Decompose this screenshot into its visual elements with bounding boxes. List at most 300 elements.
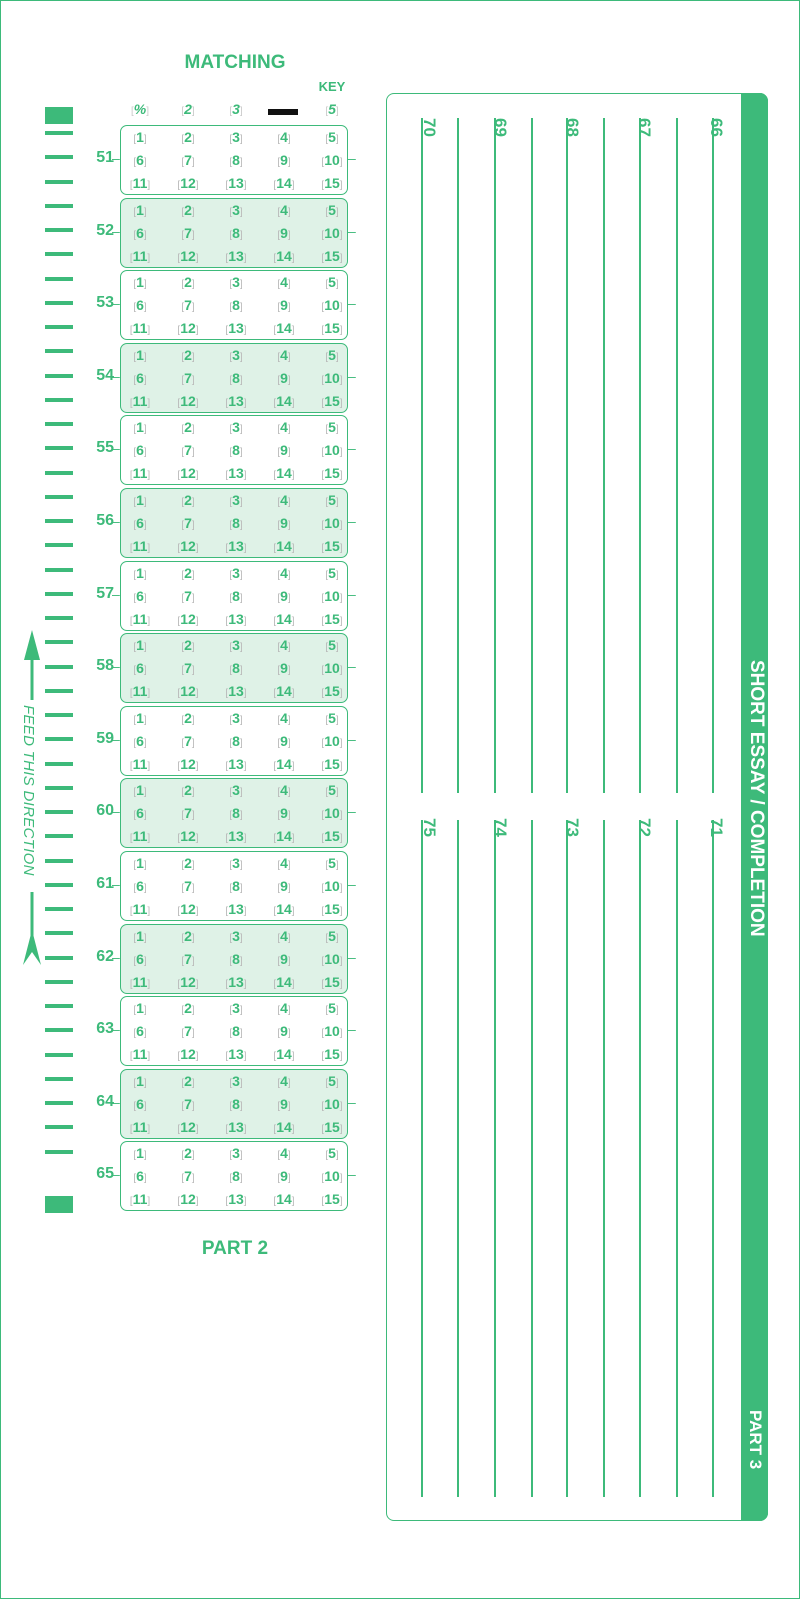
timing-mark <box>45 204 73 208</box>
answer-bubble[interactable]: [5] <box>325 928 339 944</box>
answer-bubble[interactable]: [14] <box>273 611 295 627</box>
answer-bubble[interactable]: [7] <box>181 515 195 531</box>
answer-bubble[interactable]: [2] <box>181 565 195 581</box>
answer-bubble[interactable]: [5] <box>325 419 339 435</box>
answer-bubble[interactable]: [11] <box>129 175 151 191</box>
answer-bubble[interactable]: [12] <box>177 1046 199 1062</box>
answer-bubble[interactable]: [14] <box>273 901 295 917</box>
answer-bubble[interactable]: [3] <box>229 1145 243 1161</box>
answer-bubble[interactable]: [8] <box>229 878 243 894</box>
answer-bubble[interactable]: [14] <box>273 248 295 264</box>
answer-bubble[interactable]: [6] <box>133 1168 147 1184</box>
answer-bubble[interactable]: [3] <box>229 419 243 435</box>
brace-left-icon: ‒ <box>112 803 120 819</box>
answer-bubble[interactable]: [13] <box>225 901 247 917</box>
answer-bubble[interactable]: [7] <box>181 370 195 386</box>
answer-bubble[interactable]: [8] <box>229 1023 243 1039</box>
answer-bubble[interactable]: [15] <box>321 828 343 844</box>
writing-line <box>712 118 714 793</box>
timing-mark <box>45 398 73 402</box>
answer-bubble[interactable]: [5] <box>325 1000 339 1016</box>
question-number: 60 <box>96 802 114 819</box>
answer-bubble[interactable]: [3] <box>229 782 243 798</box>
answer-bubble[interactable]: [13] <box>225 320 247 336</box>
timing-mark <box>45 519 73 523</box>
answer-bubble[interactable]: [14] <box>273 1119 295 1135</box>
answer-bubble[interactable]: [3] <box>229 565 243 581</box>
answer-bubble[interactable]: [14] <box>273 465 295 481</box>
answer-bubble[interactable]: [15] <box>321 465 343 481</box>
answer-bubble[interactable]: [12] <box>177 901 199 917</box>
answer-bubble[interactable]: [12] <box>177 465 199 481</box>
answer-bubble[interactable]: [12] <box>177 1119 199 1135</box>
writing-line <box>494 820 496 1497</box>
answer-bubble[interactable]: [13] <box>225 828 247 844</box>
answer-bubble[interactable]: [7] <box>181 951 195 967</box>
answer-bubble[interactable]: [10] <box>321 1023 343 1039</box>
answer-bubble[interactable]: [6] <box>133 878 147 894</box>
answer-bubble[interactable]: [12] <box>177 175 199 191</box>
answer-bubble[interactable]: [4] <box>277 347 291 363</box>
answer-bubble[interactable]: [15] <box>321 1191 343 1207</box>
answer-bubble[interactable]: [11] <box>129 683 151 699</box>
answer-bubble[interactable]: [5] <box>325 492 339 508</box>
answer-bubble[interactable]: [8] <box>229 660 243 676</box>
answer-bubble[interactable]: [2] <box>181 1073 195 1089</box>
answer-bubble[interactable]: [1] <box>133 274 147 290</box>
answer-bubble[interactable]: [11] <box>129 465 151 481</box>
writing-line <box>639 118 641 793</box>
answer-bubble[interactable]: [14] <box>273 828 295 844</box>
answer-bubble[interactable]: [4] <box>277 782 291 798</box>
answer-bubble[interactable]: [13] <box>225 175 247 191</box>
answer-bubble[interactable]: [12] <box>177 538 199 554</box>
answer-bubble[interactable]: [11] <box>129 756 151 772</box>
answer-bubble[interactable]: [4] <box>277 928 291 944</box>
answer-bubble[interactable]: [4] <box>277 492 291 508</box>
answer-bubble[interactable]: [9] <box>277 1023 291 1039</box>
writing-line <box>676 118 678 793</box>
writing-line <box>639 820 641 1497</box>
timing-mark <box>45 810 73 814</box>
answer-bubble[interactable]: [6] <box>133 225 147 241</box>
brace-left-icon: ‒ <box>112 1021 120 1037</box>
answer-bubble[interactable]: [5] <box>325 565 339 581</box>
answer-bubble[interactable]: [5] <box>325 274 339 290</box>
answer-bubble[interactable]: [15] <box>321 901 343 917</box>
timing-mark <box>45 1101 73 1105</box>
brace-right-icon: ‒ <box>348 731 356 747</box>
essay-item-number: 66 <box>707 118 726 137</box>
answer-bubble[interactable]: [2] <box>181 129 195 145</box>
question-number: 58 <box>96 657 114 674</box>
brace-right-icon: ‒ <box>348 876 356 892</box>
timing-mark <box>45 1077 73 1081</box>
answer-bubble[interactable]: [5] <box>325 855 339 871</box>
answer-bubble[interactable]: [4] <box>277 710 291 726</box>
answer-bubble[interactable]: [2] <box>181 1000 195 1016</box>
answer-bubble[interactable]: [3] <box>229 1073 243 1089</box>
answer-bubble[interactable]: [11] <box>129 828 151 844</box>
answer-bubble[interactable]: [15] <box>321 1046 343 1062</box>
answer-bubble[interactable]: [5] <box>325 1073 339 1089</box>
answer-bubble[interactable]: [4] <box>277 637 291 653</box>
answer-bubble[interactable]: [15] <box>321 538 343 554</box>
brace-right-icon: ‒ <box>348 368 356 384</box>
answer-bubble[interactable]: [14] <box>273 175 295 191</box>
part2-label: PART 2 <box>201 1238 269 1259</box>
question-number: 54 <box>96 367 114 384</box>
brace-left-icon: ‒ <box>112 658 120 674</box>
answer-bubble[interactable]: [7] <box>181 588 195 604</box>
brace-right-icon: ‒ <box>348 440 356 456</box>
answer-bubble[interactable]: [7] <box>181 660 195 676</box>
question-number: 64 <box>96 1093 114 1110</box>
answer-bubble[interactable]: [8] <box>229 1168 243 1184</box>
answer-bubble[interactable]: [15] <box>321 248 343 264</box>
answer-bubble[interactable]: [2] <box>181 419 195 435</box>
answer-bubble[interactable]: [3] <box>229 202 243 218</box>
answer-bubble[interactable]: [9] <box>277 225 291 241</box>
answer-bubble[interactable]: [3] <box>229 1000 243 1016</box>
essay-item-number: 75 <box>420 818 439 837</box>
answer-bubble[interactable]: [2] <box>181 347 195 363</box>
answer-bubble[interactable]: [2] <box>181 1145 195 1161</box>
timing-mark <box>45 495 73 499</box>
answer-bubble[interactable]: [1] <box>133 1145 147 1161</box>
answer-bubble[interactable]: [6] <box>133 297 147 313</box>
essay-item-number: 68 <box>563 118 582 137</box>
answer-bubble[interactable]: [2] <box>181 782 195 798</box>
answer-bubble[interactable]: [14] <box>273 393 295 409</box>
answer-bubble[interactable]: [7] <box>181 297 195 313</box>
answer-bubble[interactable]: [11] <box>129 393 151 409</box>
answer-bubble[interactable]: [2] <box>181 928 195 944</box>
answer-bubble[interactable]: [13] <box>225 248 247 264</box>
answer-bubble[interactable]: [12] <box>177 756 199 772</box>
question-number: 53 <box>96 294 114 311</box>
answer-bubble[interactable]: [5] <box>325 710 339 726</box>
answer-bubble[interactable]: [1] <box>133 347 147 363</box>
answer-bubble[interactable]: [10] <box>321 1168 343 1184</box>
answer-bubble[interactable]: [13] <box>225 1046 247 1062</box>
answer-bubble[interactable]: [4] <box>277 565 291 581</box>
answer-bubble[interactable]: [14] <box>273 756 295 772</box>
answer-bubble[interactable]: [12] <box>177 320 199 336</box>
answer-bubble[interactable]: [9] <box>277 152 291 168</box>
answer-bubble[interactable]: [7] <box>181 225 195 241</box>
answer-bubble[interactable]: [10] <box>321 225 343 241</box>
answer-bubble[interactable]: [7] <box>181 1096 195 1112</box>
writing-line <box>421 820 423 1497</box>
answer-bubble[interactable]: [7] <box>181 805 195 821</box>
answer-bubble[interactable]: [9] <box>277 805 291 821</box>
answer-bubble[interactable]: [10] <box>321 370 343 386</box>
answer-bubble[interactable]: [12] <box>177 393 199 409</box>
answer-bubble[interactable]: [4] <box>277 855 291 871</box>
brace-left-icon: ‒ <box>112 949 120 965</box>
answer-bubble[interactable]: [14] <box>273 320 295 336</box>
question-number: 61 <box>96 875 114 892</box>
brace-left-icon: ‒ <box>112 1094 120 1110</box>
answer-bubble[interactable]: [2] <box>181 202 195 218</box>
answer-bubble[interactable]: [1] <box>133 855 147 871</box>
answer-bubble[interactable]: [9] <box>277 733 291 749</box>
answer-bubble[interactable]: [11] <box>129 1119 151 1135</box>
answer-bubble[interactable]: [11] <box>129 901 151 917</box>
answer-bubble[interactable]: [11] <box>129 320 151 336</box>
answer-bubble[interactable]: [1] <box>133 637 147 653</box>
timing-mark <box>45 422 73 426</box>
answer-bubble[interactable]: [10] <box>321 878 343 894</box>
brace-right-icon: ‒ <box>348 586 356 602</box>
timing-mark <box>45 325 73 329</box>
answer-bubble[interactable]: [12] <box>177 1191 199 1207</box>
answer-bubble[interactable]: [4] <box>277 419 291 435</box>
answer-bubble[interactable]: [11] <box>129 1191 151 1207</box>
timing-mark <box>45 956 73 960</box>
timing-mark <box>45 592 73 596</box>
writing-line <box>603 118 605 793</box>
answer-bubble[interactable]: [6] <box>133 1096 147 1112</box>
writing-line <box>603 820 605 1497</box>
answer-bubble[interactable]: [9] <box>277 1096 291 1112</box>
essay-item-number: 74 <box>491 818 510 837</box>
timing-mark <box>45 762 73 766</box>
answer-bubble[interactable]: [7] <box>181 152 195 168</box>
answer-bubble[interactable]: [8] <box>229 1096 243 1112</box>
timing-mark <box>45 1053 73 1057</box>
answer-bubble[interactable]: [2] <box>181 710 195 726</box>
brace-right-icon: ‒ <box>348 223 356 239</box>
writing-line <box>457 118 459 793</box>
brace-right-icon: ‒ <box>348 658 356 674</box>
answer-bubble[interactable]: [4] <box>277 1073 291 1089</box>
answer-bubble[interactable]: [13] <box>225 465 247 481</box>
answer-bubble[interactable]: [12] <box>177 611 199 627</box>
answer-bubble[interactable]: [3] <box>229 710 243 726</box>
answer-bubble[interactable]: [11] <box>129 248 151 264</box>
answer-bubble[interactable]: [13] <box>225 974 247 990</box>
answer-bubble[interactable]: [1] <box>133 1000 147 1016</box>
answer-bubble[interactable]: [15] <box>321 175 343 191</box>
answer-bubble[interactable]: [10] <box>321 515 343 531</box>
brace-left-icon: ‒ <box>112 1166 120 1182</box>
question-number: 59 <box>96 730 114 747</box>
answer-bubble[interactable]: [8] <box>229 152 243 168</box>
answer-bubble[interactable]: [8] <box>229 805 243 821</box>
brace-left-icon: ‒ <box>112 440 120 456</box>
answer-bubble[interactable]: [6] <box>133 588 147 604</box>
answer-bubble[interactable]: [14] <box>273 538 295 554</box>
essay-item-number: 71 <box>707 818 726 837</box>
essay-item-number: 73 <box>563 818 582 837</box>
answer-bubble[interactable]: [1] <box>133 782 147 798</box>
timing-mark <box>45 859 73 863</box>
answer-bubble[interactable]: [8] <box>229 951 243 967</box>
answer-bubble[interactable]: [7] <box>181 1023 195 1039</box>
answer-bubble[interactable]: [11] <box>129 1046 151 1062</box>
answer-bubble[interactable]: [10] <box>321 588 343 604</box>
answer-bubble[interactable]: [4] <box>277 1145 291 1161</box>
answer-bubble[interactable]: [6] <box>133 951 147 967</box>
question-number: 55 <box>96 439 114 456</box>
answer-bubble[interactable]: [5] <box>325 637 339 653</box>
timing-mark <box>45 155 73 159</box>
answer-bubble[interactable]: [5] <box>325 782 339 798</box>
timing-mark <box>45 616 73 620</box>
answer-bubble[interactable]: [3] <box>229 637 243 653</box>
answer-bubble[interactable]: [7] <box>181 1168 195 1184</box>
answer-bubble[interactable]: [6] <box>133 370 147 386</box>
answer-bubble[interactable]: [8] <box>229 225 243 241</box>
answer-bubble[interactable]: [1] <box>133 419 147 435</box>
answer-bubble[interactable]: [10] <box>321 805 343 821</box>
answer-bubble[interactable]: [14] <box>273 683 295 699</box>
answer-bubble[interactable]: [1] <box>133 492 147 508</box>
answer-bubble[interactable]: [15] <box>321 974 343 990</box>
answer-bubble[interactable]: [14] <box>273 974 295 990</box>
timing-mark <box>45 737 73 741</box>
answer-bubble[interactable]: [13] <box>225 393 247 409</box>
answer-bubble[interactable]: [8] <box>229 297 243 313</box>
brace-right-icon: ‒ <box>348 1166 356 1182</box>
answer-bubble[interactable]: [13] <box>225 1191 247 1207</box>
answer-bubble[interactable]: [11] <box>129 974 151 990</box>
answer-bubble[interactable]: [7] <box>181 878 195 894</box>
answer-bubble[interactable]: [8] <box>229 515 243 531</box>
answer-bubble[interactable]: [6] <box>133 733 147 749</box>
timing-mark <box>45 665 73 669</box>
answer-bubble[interactable]: [5] <box>325 129 339 145</box>
answer-bubble[interactable]: [2] <box>181 492 195 508</box>
answer-bubble[interactable]: [10] <box>321 297 343 313</box>
answer-bubble[interactable]: [12] <box>177 683 199 699</box>
matching-title: MATCHING <box>184 52 286 73</box>
timing-mark <box>45 107 73 124</box>
writing-line <box>457 820 459 1497</box>
answer-bubble[interactable]: [12] <box>177 828 199 844</box>
answer-bubble[interactable]: [9] <box>277 588 291 604</box>
brace-left-icon: ‒ <box>112 876 120 892</box>
answer-bubble[interactable]: [15] <box>321 320 343 336</box>
answer-bubble[interactable]: [8] <box>229 588 243 604</box>
answer-bubble[interactable]: [6] <box>133 1023 147 1039</box>
answer-bubble[interactable]: [5] <box>325 202 339 218</box>
answer-bubble[interactable]: [3] <box>229 129 243 145</box>
answer-bubble[interactable]: [9] <box>277 442 291 458</box>
answer-bubble[interactable]: [3] <box>229 492 243 508</box>
answer-bubble[interactable]: [4] <box>277 202 291 218</box>
answer-bubble[interactable]: [6] <box>133 515 147 531</box>
answer-bubble[interactable]: [3] <box>229 347 243 363</box>
answer-bubble[interactable]: [15] <box>321 611 343 627</box>
answer-bubble[interactable]: [1] <box>133 1073 147 1089</box>
answer-bubble[interactable]: [10] <box>321 152 343 168</box>
answer-bubble[interactable]: [1] <box>133 928 147 944</box>
timing-mark <box>45 543 73 547</box>
answer-bubble[interactable]: [3] <box>229 855 243 871</box>
answer-bubble[interactable]: [9] <box>277 515 291 531</box>
answer-bubble[interactable]: [7] <box>181 733 195 749</box>
answer-bubble[interactable]: [6] <box>133 152 147 168</box>
key-header-5: [5] <box>325 101 339 117</box>
answer-bubble[interactable]: [8] <box>229 442 243 458</box>
answer-bubble[interactable]: [6] <box>133 660 147 676</box>
answer-bubble[interactable]: [13] <box>225 538 247 554</box>
brace-left-icon: ‒ <box>112 586 120 602</box>
answer-bubble[interactable]: [2] <box>181 855 195 871</box>
answer-bubble[interactable]: [14] <box>273 1046 295 1062</box>
brace-right-icon: ‒ <box>348 150 356 166</box>
answer-bubble[interactable]: [7] <box>181 442 195 458</box>
answer-bubble[interactable]: [4] <box>277 274 291 290</box>
brace-right-icon: ‒ <box>348 803 356 819</box>
timing-mark <box>45 301 73 305</box>
answer-bubble[interactable]: [12] <box>177 974 199 990</box>
answer-bubble[interactable]: [10] <box>321 1096 343 1112</box>
writing-line <box>566 118 568 793</box>
brace-right-icon: ‒ <box>348 513 356 529</box>
answer-bubble[interactable]: [1] <box>133 202 147 218</box>
answer-bubble[interactable]: [12] <box>177 248 199 264</box>
brace-left-icon: ‒ <box>112 150 120 166</box>
timing-mark <box>45 834 73 838</box>
answer-bubble[interactable]: [5] <box>325 347 339 363</box>
answer-bubble[interactable]: [6] <box>133 442 147 458</box>
answer-bubble[interactable]: [2] <box>181 274 195 290</box>
answer-bubble[interactable]: [5] <box>325 1145 339 1161</box>
answer-bubble[interactable]: [13] <box>225 611 247 627</box>
answer-bubble[interactable]: [15] <box>321 756 343 772</box>
answer-bubble[interactable]: [13] <box>225 1119 247 1135</box>
answer-bubble[interactable]: [10] <box>321 442 343 458</box>
answer-bubble[interactable]: [6] <box>133 805 147 821</box>
question-number: 62 <box>96 948 114 965</box>
answer-bubble[interactable]: [4] <box>277 129 291 145</box>
answer-bubble[interactable]: [9] <box>277 660 291 676</box>
answer-bubble[interactable]: [15] <box>321 683 343 699</box>
answer-bubble[interactable]: [9] <box>277 297 291 313</box>
answer-bubble[interactable]: [2] <box>181 637 195 653</box>
answer-bubble[interactable]: [15] <box>321 1119 343 1135</box>
answer-bubble[interactable]: [9] <box>277 1168 291 1184</box>
timing-mark <box>45 228 73 232</box>
answer-bubble[interactable]: [10] <box>321 733 343 749</box>
answer-bubble[interactable]: [13] <box>225 756 247 772</box>
answer-bubble[interactable]: [3] <box>229 928 243 944</box>
key-header-2: [2] <box>181 101 195 117</box>
answer-bubble[interactable]: [15] <box>321 393 343 409</box>
answer-bubble[interactable]: [1] <box>133 710 147 726</box>
answer-bubble[interactable]: [10] <box>321 951 343 967</box>
answer-bubble[interactable]: [1] <box>133 129 147 145</box>
answer-bubble[interactable]: [3] <box>229 274 243 290</box>
answer-bubble[interactable]: [8] <box>229 370 243 386</box>
answer-bubble[interactable]: [14] <box>273 1191 295 1207</box>
answer-bubble[interactable]: [13] <box>225 683 247 699</box>
answer-bubble[interactable]: [9] <box>277 370 291 386</box>
answer-bubble[interactable]: [9] <box>277 951 291 967</box>
answer-bubble[interactable]: [11] <box>129 538 151 554</box>
timing-mark <box>45 786 73 790</box>
answer-bubble[interactable]: [9] <box>277 878 291 894</box>
answer-bubble[interactable]: [8] <box>229 733 243 749</box>
answer-bubble[interactable]: [1] <box>133 565 147 581</box>
answer-bubble[interactable]: [11] <box>129 611 151 627</box>
answer-bubble[interactable]: [4] <box>277 1000 291 1016</box>
answer-bubble[interactable]: [10] <box>321 660 343 676</box>
